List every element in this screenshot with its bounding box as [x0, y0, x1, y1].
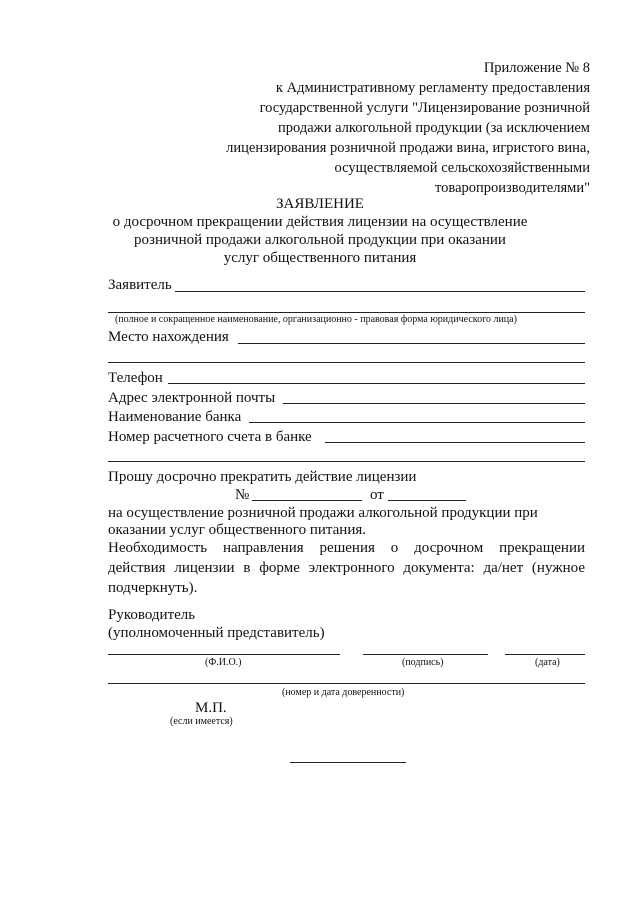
license-number-label: №	[235, 487, 250, 503]
document-title: ЗАЯВЛЕНИЕ	[276, 196, 364, 212]
location-input-line-2[interactable]	[108, 362, 585, 363]
account-input-line[interactable]	[325, 442, 585, 443]
license-date-input-line[interactable]	[388, 500, 466, 501]
account-input-line-2[interactable]	[108, 461, 585, 462]
header-line-6: товаропроизводителями"	[435, 180, 590, 196]
applicant-input-line-2[interactable]	[108, 312, 585, 313]
email-input-line[interactable]	[283, 403, 585, 404]
necessity-paragraph: Необходимость направления решения о досрочном прекращении действия лицензии в форме электронного документа: да/нет (нужное подчеркнуть).	[108, 540, 585, 596]
license-number-input-line[interactable]	[252, 500, 362, 501]
fio-input-line[interactable]	[108, 654, 340, 655]
date-hint: (дата)	[535, 657, 560, 668]
header-line-5: осуществляемой сельскохозяйственными	[334, 160, 590, 176]
appendix-number: Приложение № 8	[483, 60, 590, 76]
location-input-line[interactable]	[238, 343, 585, 344]
applicant-hint: (полное и сокращенное наименование, организационно - правовая форма юридического лица)	[115, 314, 517, 325]
bank-input-line[interactable]	[249, 422, 585, 423]
request-line-3: оказании услуг общественного питания.	[108, 522, 366, 538]
signature-hint: (подпись)	[402, 657, 444, 668]
header-line-3: продажи алкогольной продукции (за исключением	[278, 120, 590, 136]
phone-input-line[interactable]	[168, 383, 585, 384]
account-label: Номер расчетного счета в банке	[108, 429, 312, 445]
header-line-1: к Административному регламенту предоставления	[275, 80, 590, 96]
header-line-4: лицензирования розничной продажи вина, игристого вина,	[226, 140, 590, 156]
bank-label: Наименование банка	[108, 409, 242, 425]
license-date-label: от	[370, 487, 384, 503]
proxy-hint: (номер и дата доверенности)	[282, 687, 405, 698]
document-subtitle-1: о досрочном прекращении действия лицензии на осуществление	[112, 214, 528, 230]
bottom-separator-line	[290, 762, 406, 763]
applicant-input-line[interactable]	[175, 291, 585, 292]
fio-hint: (Ф.И.О.)	[205, 657, 242, 668]
date-input-line[interactable]	[505, 654, 585, 655]
header-line-2: государственной услуги "Лицензирование розничной	[259, 100, 590, 116]
request-line-1: Прошу досрочно прекратить действие лицензии	[108, 469, 417, 485]
signature-head-1: Руководитель	[108, 607, 196, 623]
email-label: Адрес электронной почты	[108, 390, 276, 406]
document-subtitle-2: розничной продажи алкогольной продукции при оказании	[134, 232, 506, 248]
phone-label: Телефон	[108, 370, 163, 386]
signature-input-line[interactable]	[363, 654, 488, 655]
location-label: Место нахождения	[108, 329, 229, 345]
signature-head-2: (уполномоченный представитель)	[108, 625, 325, 641]
proxy-input-line[interactable]	[108, 683, 585, 684]
request-line-2: на осуществление розничной продажи алкогольной продукции при	[108, 505, 538, 521]
stamp-hint: (если имеется)	[170, 716, 233, 727]
applicant-label: Заявитель	[108, 277, 172, 293]
document-subtitle-3: услуг общественного питания	[223, 250, 417, 266]
stamp-label: М.П.	[195, 700, 227, 716]
